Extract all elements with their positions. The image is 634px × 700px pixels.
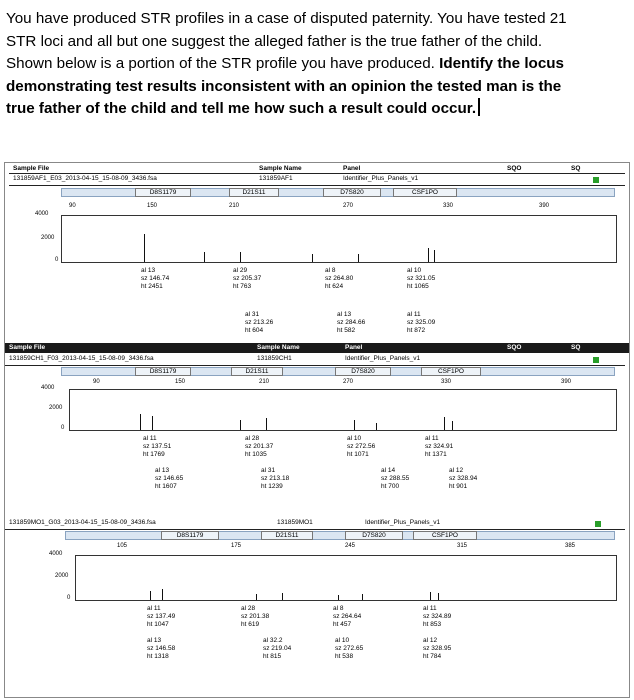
scale-175: 175 xyxy=(231,543,242,549)
scale-90: 90 xyxy=(69,203,76,209)
allele-label: al 11 sz 324.91 ht 1371 xyxy=(425,435,454,458)
scale-245: 245 xyxy=(345,543,356,549)
scale-390: 390 xyxy=(561,379,572,385)
panel-label: Panel xyxy=(343,165,361,172)
allele-label: al 31 sz 213.26 ht 604 xyxy=(245,311,274,334)
scale-105: 105 xyxy=(117,543,128,549)
allele-label: al 13 sz 284.66 ht 582 xyxy=(337,311,366,334)
sq-status-icon xyxy=(593,177,599,183)
scale-390: 390 xyxy=(539,203,550,209)
peak xyxy=(240,420,241,430)
y-tick-0: 0 xyxy=(61,425,65,431)
peak xyxy=(338,595,339,600)
allele-label: al 10 sz 272.65 ht 538 xyxy=(335,637,364,660)
row-divider xyxy=(5,529,625,530)
peak xyxy=(444,417,445,430)
y-tick-4000: 4000 xyxy=(35,211,49,217)
peak xyxy=(150,591,151,600)
electropherogram-plot xyxy=(61,215,617,263)
text-cursor xyxy=(478,98,480,116)
sq-label: SQ xyxy=(571,165,581,172)
marker-d21s11: D21S11 xyxy=(229,188,279,197)
peak xyxy=(144,234,145,262)
peak xyxy=(452,421,453,430)
allele-label: al 14 sz 288.55 ht 700 xyxy=(381,467,410,490)
peak xyxy=(266,418,267,430)
sample-name-label: Sample Name xyxy=(259,165,302,172)
scale-270: 270 xyxy=(343,379,354,385)
sample-name: 131859AF1 xyxy=(259,175,293,182)
peak xyxy=(282,593,283,600)
allele-label: al 11 sz 324.89 ht 853 xyxy=(423,605,452,628)
peak xyxy=(358,254,359,262)
scale-150: 150 xyxy=(175,379,186,385)
allele-label: al 11 sz 137.51 ht 1769 xyxy=(143,435,172,458)
allele-label: al 11 sz 137.49 ht 1047 xyxy=(147,605,176,628)
scale-210: 210 xyxy=(229,203,240,209)
peak xyxy=(256,594,257,600)
peak xyxy=(362,594,363,600)
marker-d8s1179: D8S1179 xyxy=(161,531,219,540)
allele-label: al 10 sz 272.56 ht 1071 xyxy=(347,435,376,458)
marker-csf1po: CSF1PO xyxy=(393,188,457,197)
question-line-3-plain: Shown below is a portion of the STR profile you have produced. xyxy=(6,55,440,73)
panel-label: Panel xyxy=(345,344,363,351)
marker-track xyxy=(65,531,615,540)
sq-label: SQ xyxy=(571,344,581,351)
allele-label: al 29 sz 205.37 ht 763 xyxy=(233,267,262,290)
marker-csf1po: CSF1PO xyxy=(421,367,481,376)
peak xyxy=(240,252,241,262)
marker-d8s1179: D8S1179 xyxy=(135,188,191,197)
header-divider xyxy=(9,173,625,174)
sample-row xyxy=(5,519,629,529)
y-tick-2000: 2000 xyxy=(41,235,55,241)
sample-name: 131859CH1 xyxy=(257,355,292,362)
peak xyxy=(204,252,205,262)
scale-150: 150 xyxy=(147,203,158,209)
panel-name: Identifier_Plus_Panels_v1 xyxy=(343,175,419,182)
sample-file-name: 131859CH1_F03_2013-04-15_15-08-09_3436.fsa xyxy=(9,355,154,362)
allele-label: al 13 sz 146.74 ht 2451 xyxy=(141,267,170,290)
y-tick-4000: 4000 xyxy=(41,385,55,391)
y-tick-2000: 2000 xyxy=(55,573,69,579)
y-tick-2000: 2000 xyxy=(49,405,63,411)
question-line-5 xyxy=(6,98,630,121)
peak xyxy=(438,593,439,600)
electropherogram-plot xyxy=(75,555,617,601)
sq-status-icon xyxy=(595,521,601,527)
marker-d21s11: D21S11 xyxy=(231,367,283,376)
allele-label: al 28 sz 201.37 ht 1035 xyxy=(245,435,274,458)
allele-label: al 12 sz 328.94 ht 901 xyxy=(449,467,478,490)
marker-d7s820: D7S820 xyxy=(345,531,403,540)
allele-label: al 8 sz 264.64 ht 457 xyxy=(333,605,362,628)
allele-label: al 13 sz 146.65 ht 1607 xyxy=(155,467,184,490)
sample-file-label: Sample File xyxy=(13,165,50,172)
scale-330: 330 xyxy=(441,379,452,385)
scale-90: 90 xyxy=(93,379,100,385)
sample-name-label: Sample Name xyxy=(257,344,300,351)
marker-csf1po: CSF1PO xyxy=(413,531,477,540)
y-tick-0: 0 xyxy=(55,257,59,263)
peak xyxy=(354,420,355,430)
allele-label: al 28 sz 201.38 ht 619 xyxy=(241,605,270,628)
question-text xyxy=(6,8,630,121)
scale-315: 315 xyxy=(457,543,468,549)
sqo-label: SQO xyxy=(507,344,522,351)
y-tick-4000: 4000 xyxy=(49,551,63,557)
panel-name: Identifier_Plus_Panels_v1 xyxy=(345,355,421,362)
sq-status-icon xyxy=(593,357,599,363)
allele-label: al 10 sz 321.05 ht 1065 xyxy=(407,267,436,290)
marker-d7s820: D7S820 xyxy=(335,367,391,376)
peak xyxy=(428,248,429,262)
scale-330: 330 xyxy=(443,203,454,209)
peak xyxy=(312,254,313,262)
electropherogram-plot xyxy=(69,389,617,431)
sample-row xyxy=(5,355,629,365)
question-line-1: You have produced STR profiles in a case of disputed paternity. You have tested 21 xyxy=(6,10,567,27)
str-electropherogram-figure xyxy=(4,162,630,698)
scale-210: 210 xyxy=(259,379,270,385)
row-divider xyxy=(5,365,625,366)
question-line-5-text: true father of the child and tell me how such a result could occur. xyxy=(6,100,477,118)
allele-label: al 8 sz 264.80 ht 624 xyxy=(325,267,354,290)
marker-d8s1179: D8S1179 xyxy=(135,367,191,376)
question-line-3-bold: Identify the locus xyxy=(439,55,564,73)
scale-385: 385 xyxy=(565,543,576,549)
allele-label: al 13 sz 146.58 ht 1318 xyxy=(147,637,176,660)
allele-label: al 32.2 sz 219.04 ht 815 xyxy=(263,637,292,660)
allele-label: al 31 sz 213.18 ht 1239 xyxy=(261,467,290,490)
panel-header-bar xyxy=(5,343,629,353)
peak xyxy=(376,423,377,430)
allele-label: al 12 sz 328.95 ht 784 xyxy=(423,637,452,660)
marker-d7s820: D7S820 xyxy=(323,188,381,197)
sample-name: 131859MO1 xyxy=(277,519,313,526)
question-line-4: demonstrating test results inconsistent with an opinion the tested man is the xyxy=(6,77,562,95)
peak xyxy=(162,589,163,600)
question-line-3 xyxy=(6,53,630,76)
sample-file-name: 131859MO1_G03_2013-04-15_15-08-09_3436.fsa xyxy=(9,519,156,526)
sample-file-label: Sample File xyxy=(9,344,46,351)
question-line-2: STR loci and all but one suggest the alleged father is the true father of the child. xyxy=(6,32,543,50)
panel-name: Identifier_Plus_Panels_v1 xyxy=(365,519,441,526)
allele-label: al 11 sz 325.09 ht 872 xyxy=(407,311,436,334)
sample-row xyxy=(5,175,629,185)
peak xyxy=(140,414,141,430)
peak xyxy=(152,416,153,430)
y-tick-0: 0 xyxy=(67,595,71,601)
peak xyxy=(434,250,435,262)
scale-270: 270 xyxy=(343,203,354,209)
sqo-label: SQO xyxy=(507,165,522,172)
row-divider xyxy=(9,185,625,186)
sample-file-name: 131859AF1_E03_2013-04-15_15-08-09_3436.fsa xyxy=(13,175,157,182)
peak xyxy=(430,592,431,600)
marker-d21s11: D21S11 xyxy=(261,531,313,540)
